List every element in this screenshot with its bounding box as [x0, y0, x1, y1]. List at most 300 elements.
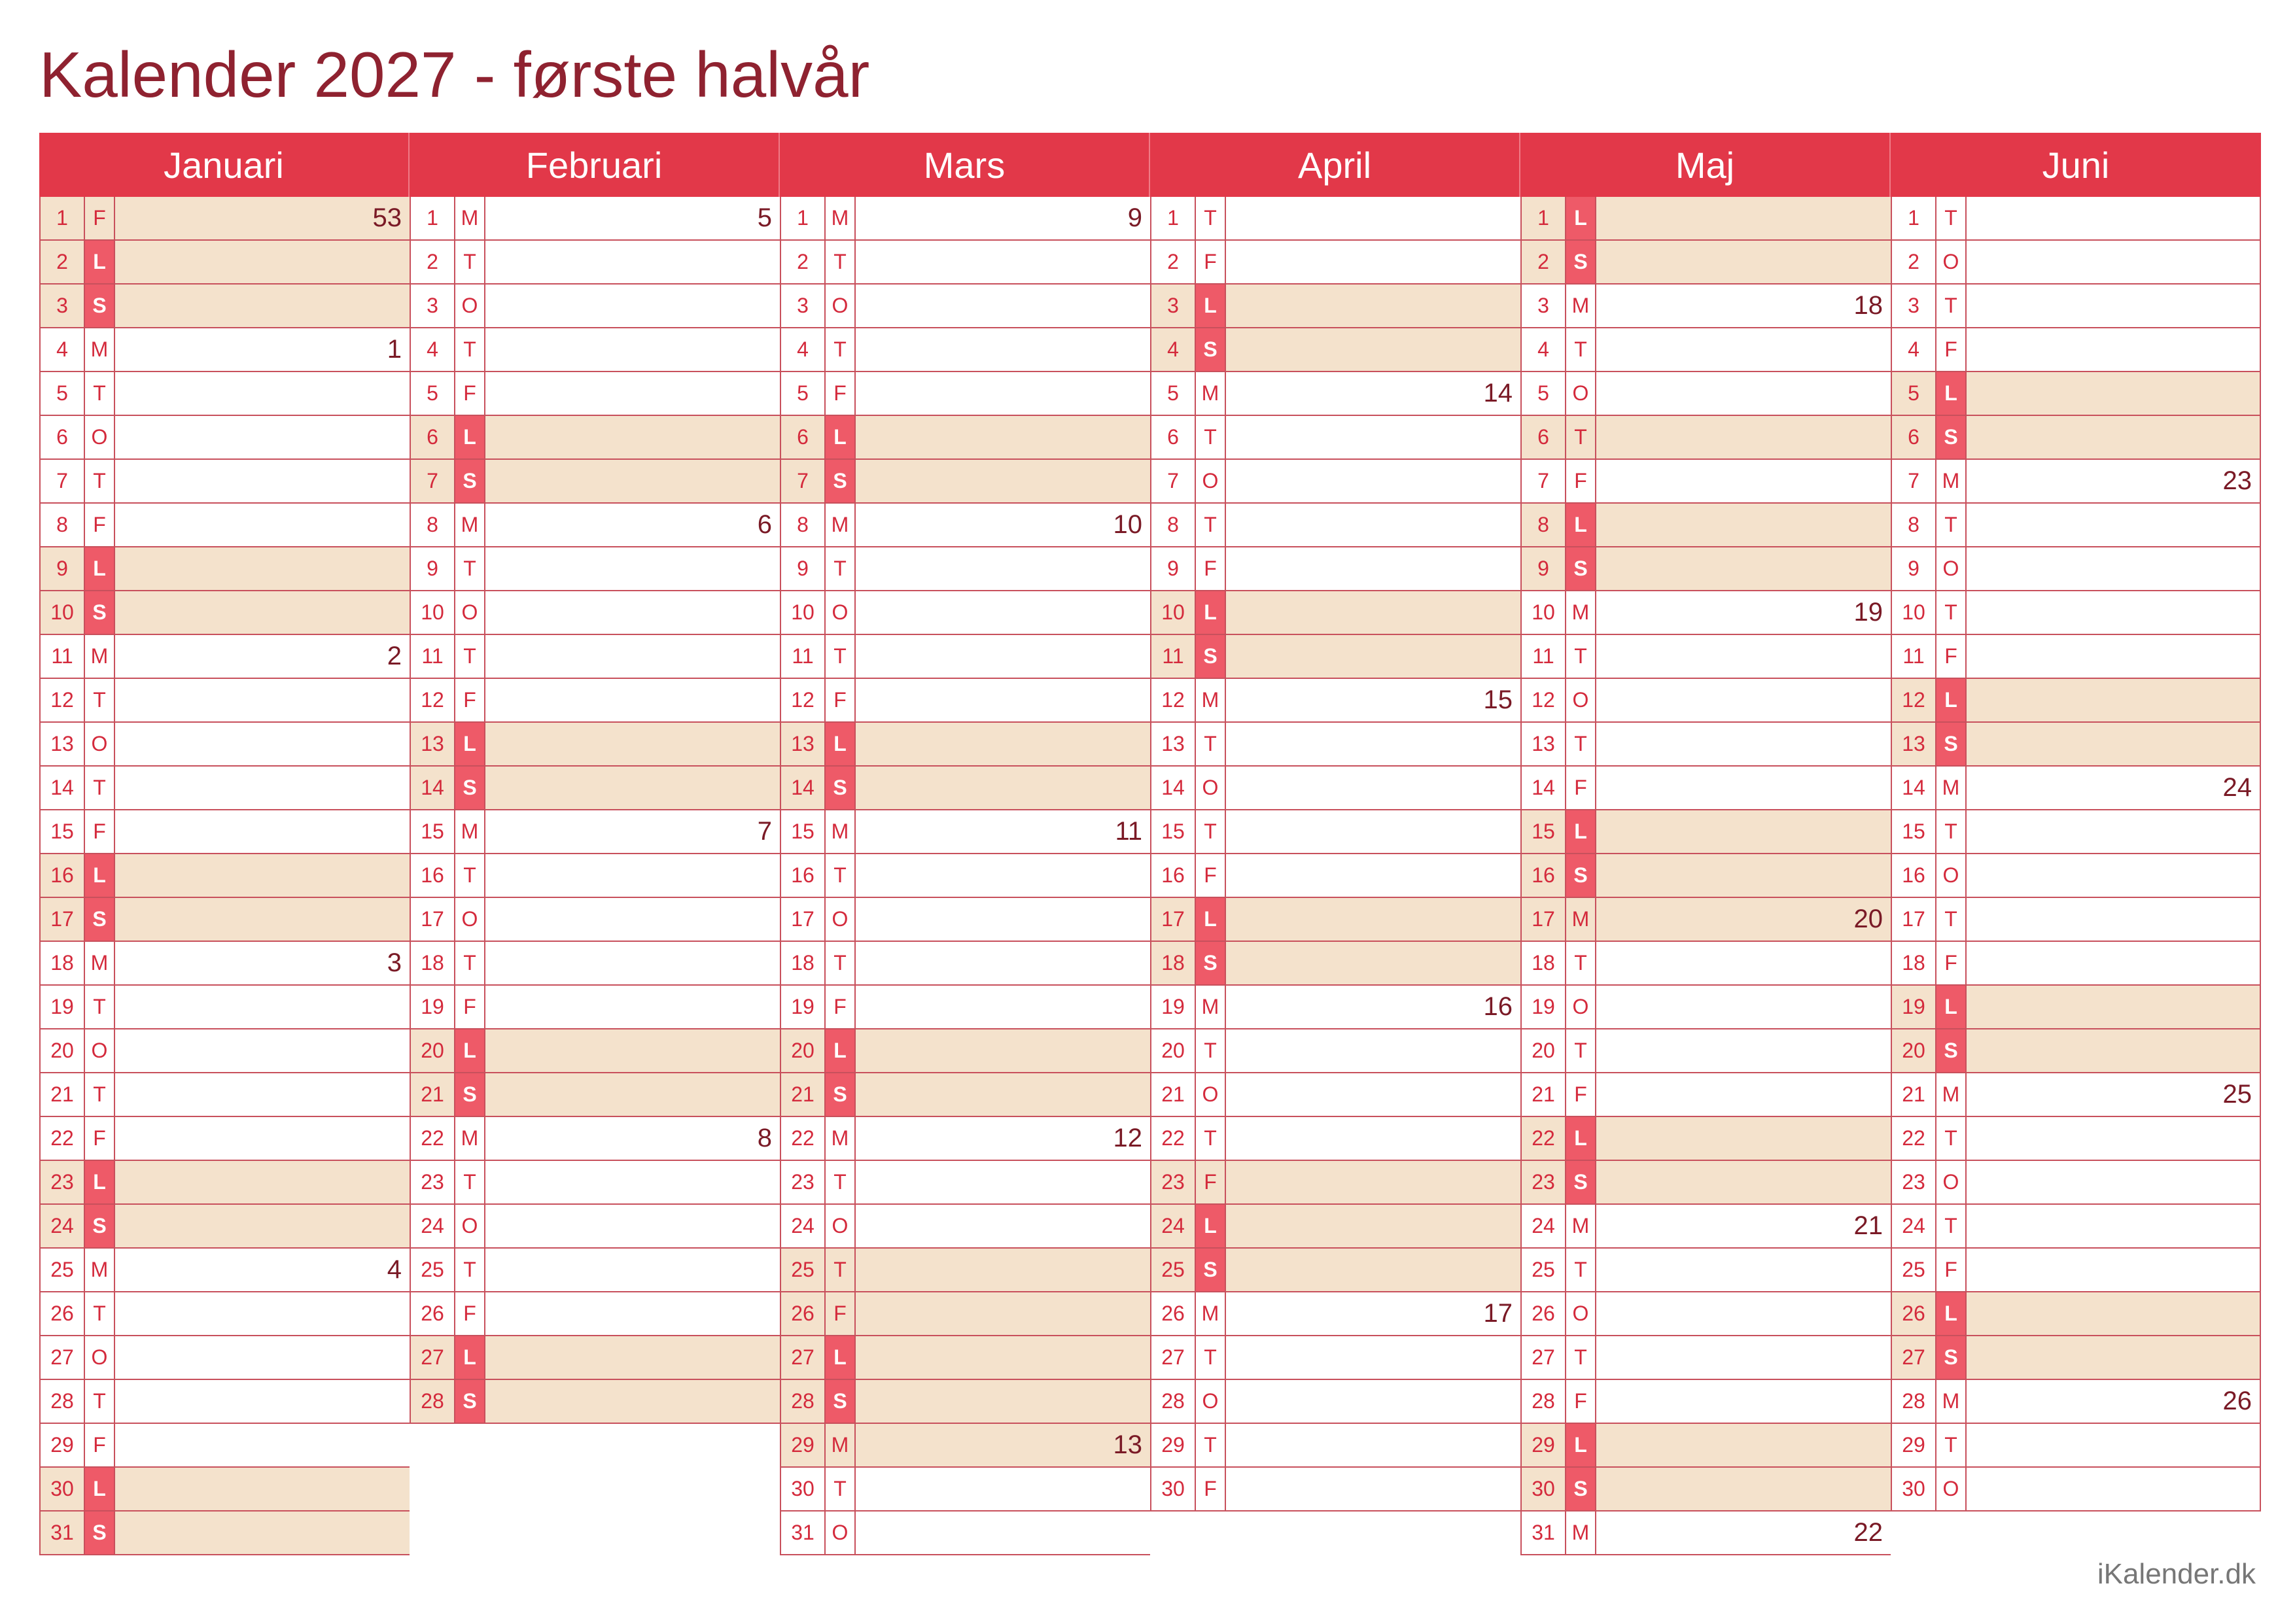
day-row[interactable] [1891, 679, 2261, 723]
day-row[interactable] [780, 504, 1150, 547]
day-row[interactable] [410, 285, 780, 328]
day-row[interactable] [1520, 810, 1891, 854]
day-row[interactable] [1891, 854, 2261, 898]
day-row[interactable] [780, 1249, 1150, 1292]
weekday-letter: L [826, 1336, 856, 1379]
day-row[interactable] [1520, 591, 1891, 635]
day-number: 26 [1522, 1292, 1566, 1335]
day-row[interactable] [780, 1336, 1150, 1380]
day-row[interactable] [1891, 1424, 2261, 1468]
day-row[interactable] [1520, 547, 1891, 591]
weekday-letter: L [455, 723, 485, 765]
weekday-letter: F [85, 504, 115, 546]
day-row[interactable] [1891, 372, 2261, 416]
week-number: 11 [1115, 817, 1142, 846]
day-row[interactable] [1891, 547, 2261, 591]
day-row[interactable] [780, 942, 1150, 986]
week-number [115, 810, 410, 853]
day-row[interactable] [410, 1029, 780, 1073]
day-row[interactable] [410, 416, 780, 460]
week-number [856, 285, 1150, 327]
day-row[interactable] [39, 1380, 410, 1424]
day-row[interactable] [1520, 898, 1891, 942]
day-number: 22 [41, 1117, 85, 1160]
day-row[interactable] [410, 854, 780, 898]
day-row[interactable] [780, 1424, 1150, 1468]
day-number: 14 [781, 767, 826, 809]
day-row[interactable] [410, 241, 780, 285]
day-number: 10 [411, 591, 455, 634]
week-number [485, 285, 780, 327]
weekday-letter: L [1196, 591, 1226, 634]
week-number [856, 1249, 1150, 1291]
day-row[interactable] [1891, 1380, 2261, 1424]
day-row[interactable] [1520, 1292, 1891, 1336]
day-row[interactable] [1520, 416, 1891, 460]
weekday-letter: O [455, 591, 485, 634]
day-row[interactable] [780, 854, 1150, 898]
weekday-letter: F [1936, 1249, 1967, 1291]
day-row[interactable] [780, 1161, 1150, 1205]
week-number [856, 1468, 1150, 1510]
day-row[interactable] [1150, 460, 1520, 504]
weekday-letter: T [85, 1073, 115, 1116]
week-number [856, 372, 1150, 415]
week-number [856, 767, 1150, 809]
day-row[interactable] [1891, 416, 2261, 460]
day-row[interactable] [1150, 1468, 1520, 1512]
day-row[interactable] [780, 241, 1150, 285]
day-number: 25 [1892, 1249, 1936, 1291]
day-number: 28 [1892, 1380, 1936, 1423]
day-number: 8 [1892, 504, 1936, 546]
day-number: 15 [1892, 810, 1936, 853]
day-row[interactable] [1520, 986, 1891, 1029]
day-number: 27 [41, 1336, 85, 1379]
day-row[interactable] [1150, 942, 1520, 986]
day-number: 11 [41, 635, 85, 678]
day-row[interactable] [410, 679, 780, 723]
day-number: 13 [781, 723, 826, 765]
day-row[interactable] [39, 504, 410, 547]
day-row[interactable] [1150, 197, 1520, 241]
weekday-letter: L [1196, 898, 1226, 941]
day-row[interactable] [1891, 1336, 2261, 1380]
day-row[interactable] [39, 1073, 410, 1117]
weekday-letter: S [1936, 723, 1967, 765]
weekday-letter: S [455, 1073, 485, 1116]
day-row[interactable] [410, 1336, 780, 1380]
day-row[interactable] [39, 898, 410, 942]
day-row[interactable] [1150, 1292, 1520, 1336]
day-number: 20 [1151, 1029, 1196, 1072]
day-row[interactable] [780, 328, 1150, 372]
week-number: 2 [387, 642, 402, 670]
day-row[interactable] [1150, 679, 1520, 723]
week-number [856, 1292, 1150, 1335]
day-row[interactable] [1520, 854, 1891, 898]
day-row[interactable] [410, 328, 780, 372]
day-row[interactable] [1520, 328, 1891, 372]
day-row[interactable] [410, 1117, 780, 1161]
week-number [1967, 285, 2260, 327]
day-row[interactable] [1520, 241, 1891, 285]
day-row[interactable] [1150, 416, 1520, 460]
day-row[interactable] [410, 547, 780, 591]
day-row[interactable] [780, 1512, 1150, 1555]
day-row[interactable] [1891, 1249, 2261, 1292]
weekday-letter: O [1566, 1292, 1596, 1335]
day-row[interactable] [1150, 986, 1520, 1029]
month-header: Februari [410, 133, 780, 197]
day-row[interactable] [1520, 372, 1891, 416]
day-row[interactable] [1150, 591, 1520, 635]
day-row[interactable] [39, 854, 410, 898]
day-row[interactable] [780, 767, 1150, 810]
day-row[interactable] [39, 1424, 410, 1468]
day-row[interactable] [1150, 767, 1520, 810]
weekday-letter: T [826, 942, 856, 984]
day-number: 31 [1522, 1512, 1566, 1554]
weekday-letter: M [1196, 679, 1226, 721]
day-row[interactable] [1150, 810, 1520, 854]
day-row[interactable] [1150, 1380, 1520, 1424]
day-row[interactable] [410, 591, 780, 635]
day-row[interactable] [39, 328, 410, 372]
day-row[interactable] [1150, 372, 1520, 416]
week-number [1596, 504, 1891, 546]
day-row[interactable] [1150, 504, 1520, 547]
day-row[interactable] [410, 1249, 780, 1292]
day-row[interactable] [780, 372, 1150, 416]
day-row[interactable] [1520, 679, 1891, 723]
day-number: 30 [781, 1468, 826, 1510]
day-row[interactable] [780, 591, 1150, 635]
day-number: 28 [1522, 1380, 1566, 1423]
week-number [1596, 197, 1891, 239]
day-row[interactable] [1891, 285, 2261, 328]
day-row[interactable] [39, 416, 410, 460]
week-number: 22 [1853, 1518, 1883, 1547]
month-header: Maj [1520, 133, 1891, 197]
day-number: 15 [781, 810, 826, 853]
day-number: 3 [781, 285, 826, 327]
day-row[interactable] [780, 285, 1150, 328]
weekday-letter: O [826, 591, 856, 634]
day-row[interactable] [39, 1161, 410, 1205]
day-row[interactable] [410, 942, 780, 986]
day-row[interactable] [1520, 1249, 1891, 1292]
day-row[interactable] [1520, 1468, 1891, 1512]
week-number [856, 1336, 1150, 1379]
week-number [1967, 416, 2260, 458]
week-number [1226, 416, 1520, 458]
week-number [1967, 898, 2260, 941]
week-number [856, 460, 1150, 502]
day-row[interactable] [1520, 635, 1891, 679]
day-number: 21 [411, 1073, 455, 1116]
day-row[interactable] [1150, 285, 1520, 328]
day-row[interactable] [1520, 1073, 1891, 1117]
weekday-letter: T [1936, 504, 1967, 546]
weekday-letter: M [1566, 591, 1596, 634]
day-row[interactable] [1150, 1336, 1520, 1380]
day-row[interactable] [1891, 810, 2261, 854]
day-row[interactable] [1150, 547, 1520, 591]
day-row[interactable] [1891, 504, 2261, 547]
day-row[interactable] [39, 1029, 410, 1073]
weekday-letter: T [1936, 285, 1967, 327]
week-number [1967, 1029, 2260, 1072]
day-row[interactable] [39, 810, 410, 854]
day-row[interactable] [1891, 591, 2261, 635]
day-row[interactable] [39, 547, 410, 591]
day-row[interactable] [1520, 1512, 1891, 1555]
day-row[interactable] [410, 767, 780, 810]
day-row[interactable] [1520, 1380, 1891, 1424]
day-row[interactable] [1520, 767, 1891, 810]
day-row[interactable] [1150, 635, 1520, 679]
week-number [1596, 986, 1891, 1028]
day-row[interactable] [39, 986, 410, 1029]
month-column [1891, 133, 2261, 1555]
weekday-letter: F [1196, 1161, 1226, 1203]
week-number [1226, 635, 1520, 678]
day-row[interactable] [39, 591, 410, 635]
day-row[interactable] [1891, 1161, 2261, 1205]
day-row[interactable] [39, 1292, 410, 1336]
weekday-letter: T [1936, 810, 1967, 853]
week-number [1226, 767, 1520, 809]
day-row[interactable] [39, 1249, 410, 1292]
day-row[interactable] [1891, 1292, 2261, 1336]
day-row[interactable] [1891, 460, 2261, 504]
day-row[interactable] [39, 241, 410, 285]
day-row[interactable] [1520, 1161, 1891, 1205]
day-row[interactable] [780, 416, 1150, 460]
day-row[interactable] [1150, 898, 1520, 942]
day-number: 4 [1892, 328, 1936, 371]
day-row[interactable] [780, 1117, 1150, 1161]
month-column [1150, 133, 1520, 1555]
day-row[interactable] [410, 635, 780, 679]
week-number: 26 [2222, 1387, 2252, 1415]
day-row[interactable] [1891, 328, 2261, 372]
day-row[interactable] [1891, 1117, 2261, 1161]
day-row[interactable] [1891, 942, 2261, 986]
weekday-letter: O [85, 416, 115, 458]
day-number: 29 [1151, 1424, 1196, 1466]
day-row[interactable] [1150, 1424, 1520, 1468]
week-number [1596, 942, 1891, 984]
day-row[interactable] [410, 810, 780, 854]
week-number: 15 [1483, 685, 1513, 714]
day-number: 25 [1522, 1249, 1566, 1291]
day-number: 22 [1522, 1117, 1566, 1160]
weekday-letter: F [85, 1117, 115, 1160]
week-number [1226, 1029, 1520, 1072]
week-number [1967, 504, 2260, 546]
day-row[interactable] [39, 1117, 410, 1161]
week-number [1967, 241, 2260, 283]
day-row[interactable] [410, 1380, 780, 1424]
day-row[interactable] [780, 197, 1150, 241]
day-row[interactable] [1150, 1249, 1520, 1292]
day-row[interactable] [780, 986, 1150, 1029]
day-row[interactable] [1150, 1029, 1520, 1073]
day-row[interactable] [1520, 1029, 1891, 1073]
day-row[interactable] [1150, 1161, 1520, 1205]
day-row[interactable] [1891, 723, 2261, 767]
day-row[interactable] [780, 1292, 1150, 1336]
day-number: 7 [411, 460, 455, 502]
day-row[interactable] [780, 679, 1150, 723]
day-row[interactable] [780, 1029, 1150, 1073]
day-row[interactable] [410, 504, 780, 547]
day-row[interactable] [1520, 285, 1891, 328]
day-row[interactable] [1520, 1205, 1891, 1249]
day-row[interactable] [780, 1380, 1150, 1424]
day-row[interactable] [780, 898, 1150, 942]
day-row[interactable] [39, 197, 410, 241]
weekday-letter: T [1566, 1249, 1596, 1291]
day-row[interactable] [1150, 241, 1520, 285]
day-number: 30 [1522, 1468, 1566, 1510]
weekday-letter: T [455, 854, 485, 897]
weekday-letter: M [85, 328, 115, 371]
day-row[interactable] [410, 1161, 780, 1205]
week-number: 8 [757, 1124, 772, 1152]
week-number [856, 986, 1150, 1028]
week-number [115, 591, 410, 634]
week-number: 9 [1127, 203, 1142, 232]
day-row[interactable] [1891, 1029, 2261, 1073]
week-number [115, 723, 410, 765]
day-row[interactable] [1150, 1205, 1520, 1249]
day-row[interactable] [410, 1205, 780, 1249]
day-row[interactable] [1520, 1117, 1891, 1161]
day-row[interactable] [1150, 723, 1520, 767]
day-row[interactable] [410, 986, 780, 1029]
day-row[interactable] [780, 723, 1150, 767]
day-number: 2 [411, 241, 455, 283]
day-row[interactable] [780, 547, 1150, 591]
day-row[interactable] [39, 285, 410, 328]
week-number [1967, 1336, 2260, 1379]
day-row[interactable] [1520, 460, 1891, 504]
weekday-letter: S [85, 1205, 115, 1247]
day-row[interactable] [780, 1468, 1150, 1512]
day-number: 18 [1892, 942, 1936, 984]
day-row[interactable] [39, 372, 410, 416]
day-row[interactable] [1520, 504, 1891, 547]
week-number: 7 [757, 817, 772, 846]
day-number: 17 [1892, 898, 1936, 941]
day-row[interactable] [410, 460, 780, 504]
day-number: 10 [41, 591, 85, 634]
day-number: 17 [1151, 898, 1196, 941]
day-row[interactable] [1520, 942, 1891, 986]
day-row[interactable] [1891, 1073, 2261, 1117]
day-number: 30 [1151, 1468, 1196, 1510]
day-row[interactable] [410, 723, 780, 767]
weekday-letter: L [1936, 679, 1967, 721]
day-row[interactable] [39, 460, 410, 504]
day-row[interactable] [1891, 1468, 2261, 1512]
day-row[interactable] [39, 635, 410, 679]
day-number: 11 [1892, 635, 1936, 678]
weekday-letter: F [826, 372, 856, 415]
week-number [115, 1468, 410, 1510]
day-row[interactable] [780, 635, 1150, 679]
day-row[interactable] [39, 1336, 410, 1380]
day-row[interactable] [780, 810, 1150, 854]
day-row[interactable] [1520, 1424, 1891, 1468]
day-row[interactable] [1150, 1073, 1520, 1117]
day-row[interactable] [1150, 854, 1520, 898]
day-row[interactable] [410, 372, 780, 416]
day-row[interactable] [1891, 1205, 2261, 1249]
day-row[interactable] [1150, 328, 1520, 372]
day-row[interactable] [39, 1468, 410, 1512]
day-number: 12 [1522, 679, 1566, 721]
weekday-letter: O [1936, 1161, 1967, 1203]
day-row[interactable] [410, 1292, 780, 1336]
day-row[interactable] [780, 460, 1150, 504]
day-number: 18 [1522, 942, 1566, 984]
weekday-letter: L [1936, 1292, 1967, 1335]
day-row[interactable] [39, 767, 410, 810]
day-row[interactable] [780, 1205, 1150, 1249]
weekday-letter: T [1936, 898, 1967, 941]
day-number: 1 [1892, 197, 1936, 239]
day-row[interactable] [1891, 986, 2261, 1029]
day-row[interactable] [39, 1512, 410, 1555]
day-number: 3 [41, 285, 85, 327]
weekday-letter: T [455, 241, 485, 283]
day-row[interactable] [1891, 898, 2261, 942]
day-row[interactable] [39, 1205, 410, 1249]
day-row[interactable] [39, 942, 410, 986]
day-row[interactable] [1891, 767, 2261, 810]
week-number: 13 [856, 1424, 1150, 1466]
week-number [856, 942, 1150, 984]
day-row[interactable] [1520, 723, 1891, 767]
day-row[interactable] [1891, 635, 2261, 679]
week-number [115, 1161, 410, 1203]
month-column [1520, 133, 1891, 1555]
day-row[interactable] [410, 1073, 780, 1117]
day-number: 27 [1151, 1336, 1196, 1379]
day-number: 29 [41, 1424, 85, 1466]
weekday-letter: F [826, 986, 856, 1028]
day-row[interactable] [410, 197, 780, 241]
week-number [115, 767, 410, 809]
day-row[interactable] [39, 723, 410, 767]
day-row[interactable] [1891, 197, 2261, 241]
day-row[interactable] [780, 1073, 1150, 1117]
day-row[interactable] [1150, 1117, 1520, 1161]
day-number: 6 [1892, 416, 1936, 458]
day-row[interactable] [410, 898, 780, 942]
weekday-letter: F [1936, 942, 1967, 984]
day-row[interactable] [39, 679, 410, 723]
week-number [115, 285, 410, 327]
day-row[interactable] [1520, 1336, 1891, 1380]
day-number: 14 [1151, 767, 1196, 809]
day-row[interactable] [1891, 241, 2261, 285]
day-row[interactable] [1520, 197, 1891, 241]
